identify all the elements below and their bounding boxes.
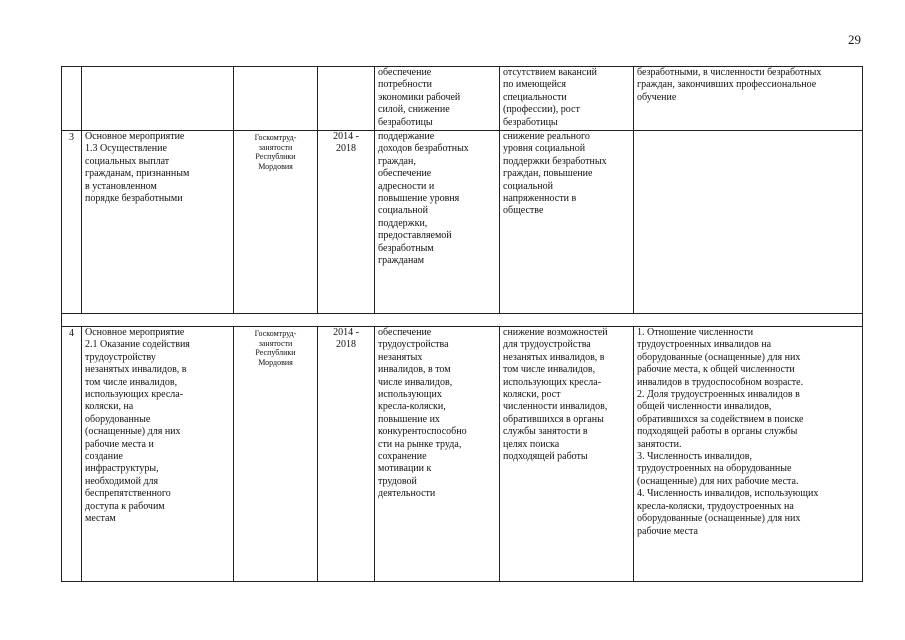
cell-consequences <box>500 327 634 582</box>
row-number: 4 <box>62 327 82 582</box>
cell-indicators <box>634 67 863 131</box>
cell-years <box>318 131 375 314</box>
cell-num <box>62 67 82 131</box>
cell-executor <box>234 327 318 582</box>
subprogram-heading-row <box>62 314 863 327</box>
indicators-text: безработными, в численности безработных граждан, закончивших профессиональное обучение <box>637 67 822 103</box>
cell-years <box>318 67 375 131</box>
cell-results <box>375 131 500 314</box>
table-row-continued <box>62 67 863 131</box>
cell-consequences <box>500 67 634 131</box>
cell-activity <box>82 131 234 314</box>
cell-activity <box>82 67 234 131</box>
program-activities-table <box>61 66 863 582</box>
table-row-3 <box>62 131 863 314</box>
cell-years <box>318 327 375 582</box>
activity-text: Основное мероприятие 2.1 Оказание содействия трудоустройству незанятых инвалидов, в том числе инвалидов, использующих кресла- коляски, на оборудованные (оснащенные) для них рабочие места и создание инфраструктуры, необходимой для беспрепятственного доступа к рабочим местам <box>85 327 190 525</box>
cell-indicators <box>634 131 863 314</box>
consequences-text: снижение возможностей для трудоустройства незанятых инвалидов, в том числе инвалидов, использующих кресла- коляски, рост численности инвалидов, обратившихся в органы службы занятости в целях поиска подходящей работы <box>503 327 608 463</box>
cell-results <box>375 327 500 582</box>
cell-executor <box>234 131 318 314</box>
cell-activity <box>82 327 234 582</box>
cell-indicators <box>634 327 863 582</box>
table-row-4 <box>62 327 863 582</box>
consequences-text: отсутствием вакансий по имеющейся специальности (профессии), рост безработицы <box>503 67 597 128</box>
consequences-text: снижение реального уровня социальной поддержки безработных граждан, повышение социальной напряженности в обществе <box>503 131 607 217</box>
activity-text: Основное мероприятие 1.3 Осуществление социальных выплат гражданам, признанным в установленном порядке безработными <box>85 131 190 205</box>
executor-text: Госкомтруд- занятости Республики Мордовия <box>254 329 297 367</box>
years-start: 2014 - <box>333 327 359 338</box>
row-number: 3 <box>62 131 82 314</box>
years-end: 2018 <box>336 143 356 155</box>
years-end: 2018 <box>336 339 356 351</box>
cell-results <box>375 67 500 131</box>
results-text: обеспечение потребности экономики рабочей силой, снижение безработицы <box>378 67 461 128</box>
executor-text: Госкомтруд- занятости Республики Мордовия <box>254 133 297 171</box>
subprogram-heading <box>62 314 863 327</box>
results-text: поддержание доходов безработных граждан, обеспечение адресности и повышение уровня социальной поддержки, предоставляемой безработным гражданам <box>378 131 469 267</box>
results-text: обеспечение трудоустройства незанятых инвалидов, в том числе инвалидов, использующих кресла-коляски, повышение их конкурентоспособно сти на рынке труда, сохранение мотивации к трудовой деятельности <box>378 327 467 500</box>
cell-consequences <box>500 131 634 314</box>
years-start: 2014 - <box>333 131 359 142</box>
page-number: 29 <box>848 32 861 47</box>
indicators-text: 1. Отношение численности трудоустроенных инвалидов на оборудованные (оснащенные) для них рабочие места, к общей численности инвалидов в трудоспособном возрасте. 2. Доля трудоустроенных инвалидов в общей численности инвалидов, обратившихся за содействием в поиске подходящей работы в органы службы занятости. 3. Численность инвалидов, трудоустроенных на оборудованные (оснащенные) для них рабочие места. 4. Численность инвалидов, использующих кресла-коляски, трудоустроенных на оборудованные (оснащенные) для них рабочие места <box>637 327 819 537</box>
cell-executor <box>234 67 318 131</box>
